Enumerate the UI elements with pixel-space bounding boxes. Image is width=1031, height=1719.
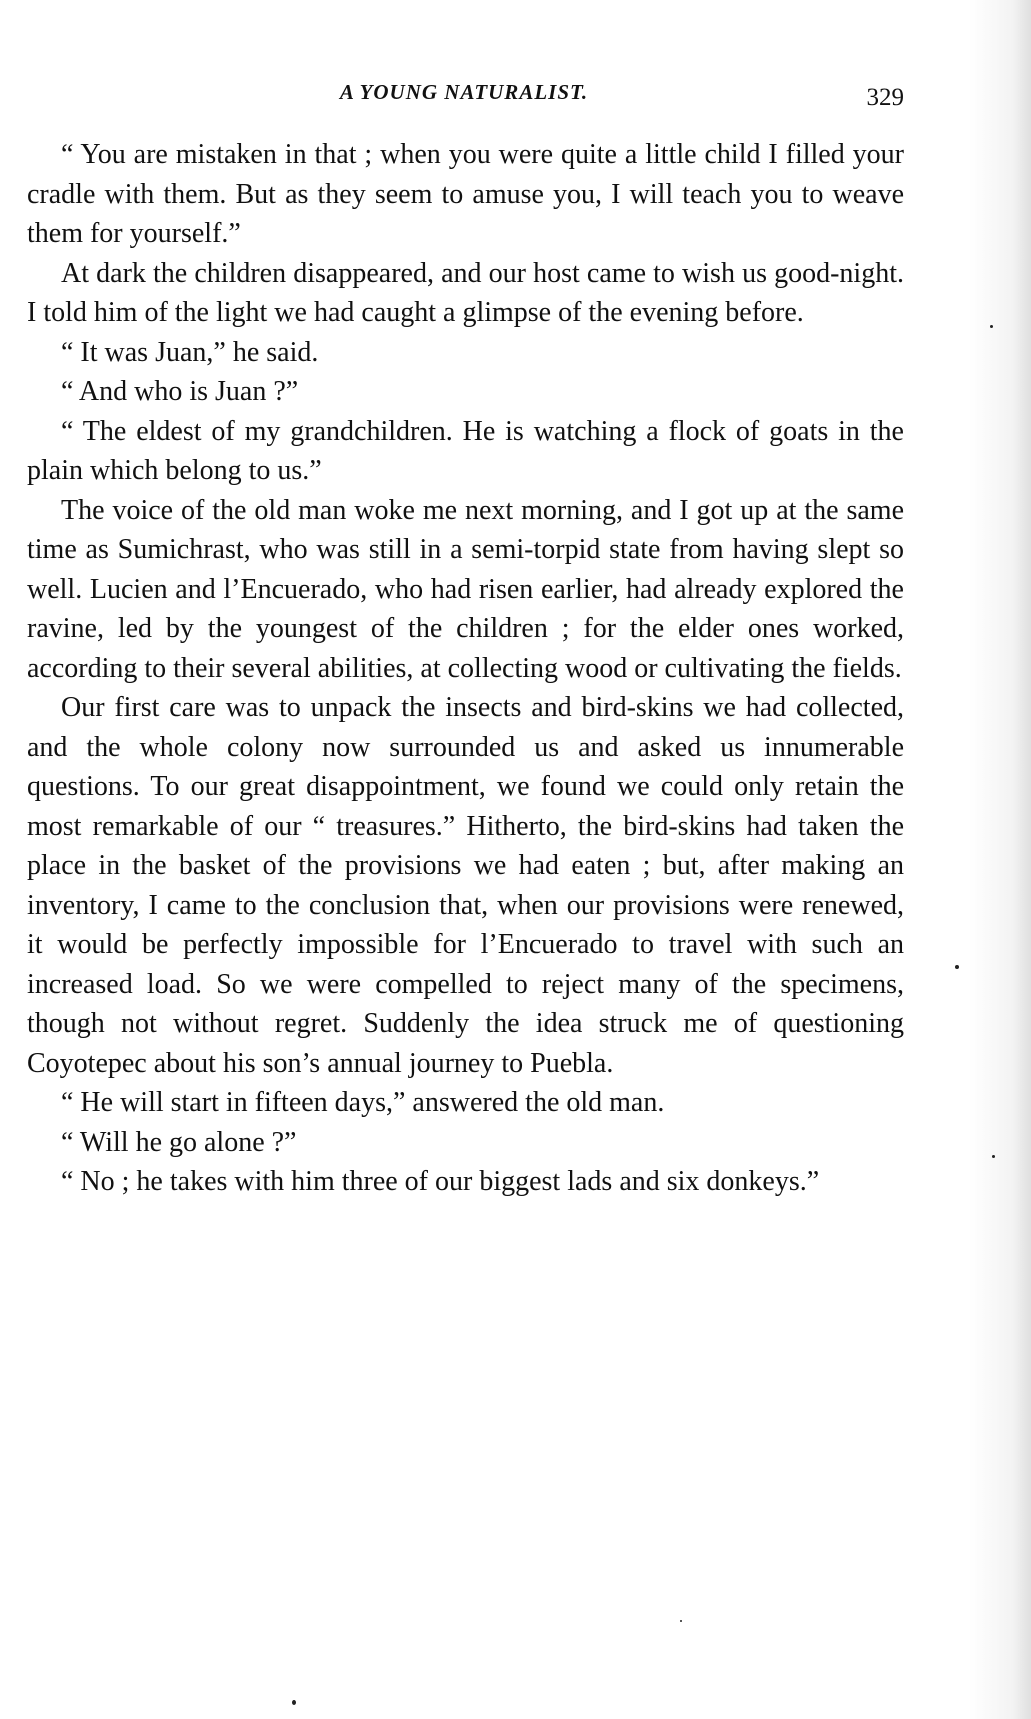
paragraph-1: “ You are mistaken in that ; when you were quite a little child I filled your cradle with them. But as they seem to amuse you, I will teach you to weave them for yourself.” <box>27 139 904 249</box>
paragraph-5: “ The eldest of my grandchildren. He is watching a flock of goats in the plain which belong to us.” <box>27 415 904 486</box>
paragraph-9: “ Will he go alone ?” <box>61 1126 297 1158</box>
paragraph-8: “ He will start in fifteen days,” answered the old man. <box>61 1087 665 1118</box>
paragraph-7: Our first care was to unpack the insects and bird-skins we had collected, and the whole colony now surrounded us and asked us innumerable questions. To our great disappointment, we found we could only retain the most remarkable of our “ treasures.” Hitherto, the bird-skins had taken the place in the basket of the provisions we had eaten ; but, after making an inventory, I came to the conclusion that, when our provisions were renewed, it would be perfectly impossible for l’Encuerado to travel with such an increased load. So we were compelled to reject many of the specimens, though not without regret. Suddenly the idea struck me of questioning Coyotepec about his son’s annual journey to Puebla. <box>27 692 904 1079</box>
paragraph-10: “ No ; he takes with him three of our biggest lads and six donkeys.” <box>61 1166 820 1197</box>
scan-speck <box>990 325 993 328</box>
running-head <box>24 80 904 116</box>
scan-speck <box>992 1155 995 1158</box>
scan-speck <box>955 965 959 969</box>
paragraph-3: “ It was Juan,” he said. <box>61 336 319 368</box>
paragraph-6: The voice of the old man woke me next morning, and I got up at the same time as Sumichrast, who was still in a semi-torpid state from having slept so well. Lucien and l’Encuerado, who had risen earlier, had already explored the ravine, led by the youngest of the children ; for the elder ones worked, according to their several abilities, at collecting wood or cultivating the fields. <box>27 494 904 684</box>
scan-speck <box>680 1620 682 1622</box>
running-title: A YOUNG NATURALIST. <box>339 80 589 104</box>
scan-edge-shadow <box>969 0 1031 1719</box>
body-text <box>27 135 904 1202</box>
page-number: 329 <box>866 84 904 111</box>
scan-speck <box>292 1700 296 1705</box>
paragraph-2: At dark the children disappeared, and our host came to wish us good-night. I told him of the light we had caught a glimpse of the evening before. <box>27 257 904 328</box>
paragraph-4: “ And who is Juan ?” <box>61 376 299 407</box>
